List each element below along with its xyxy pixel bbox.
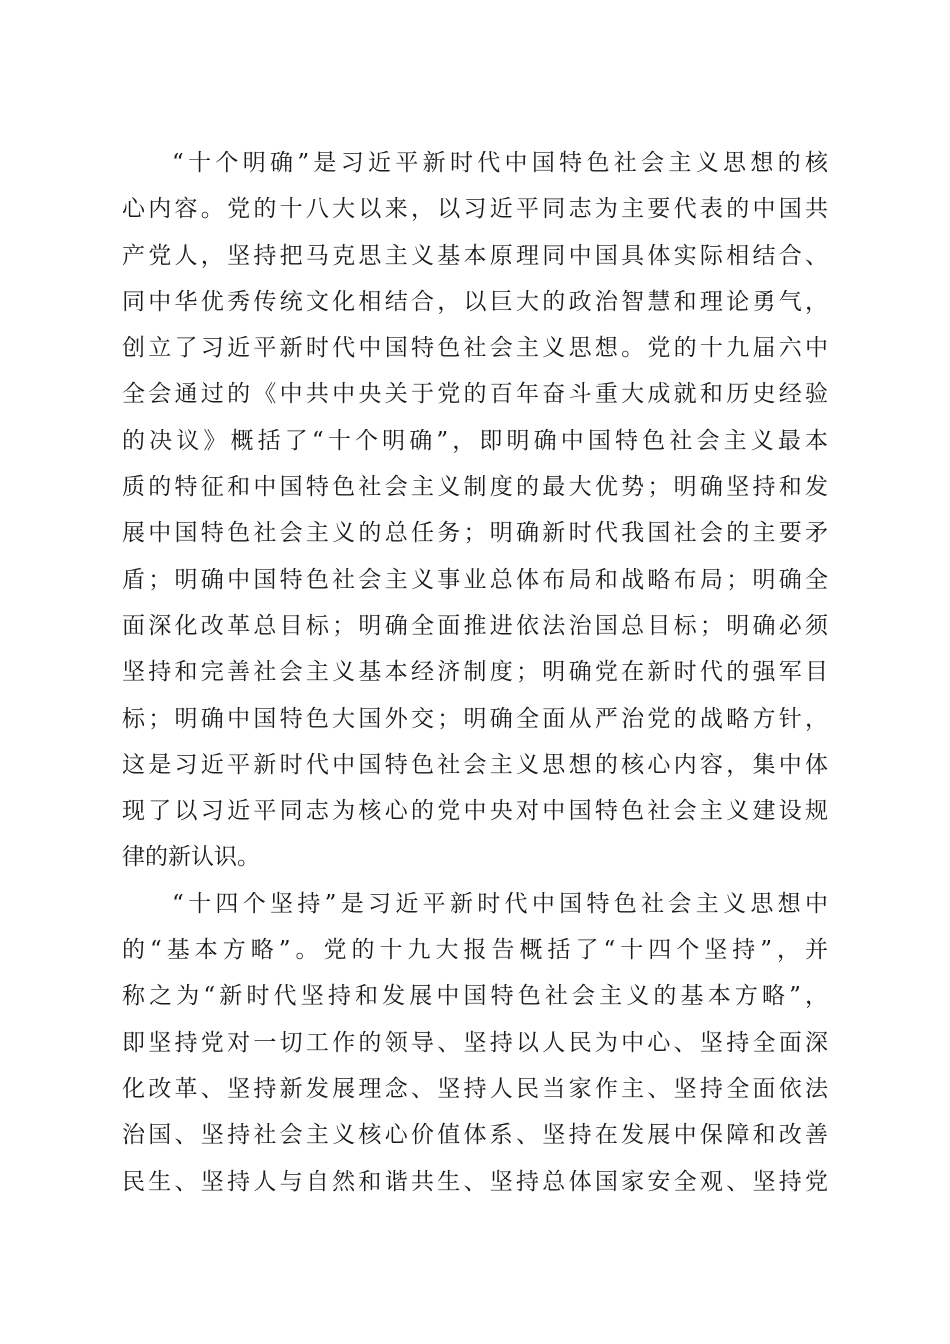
text-line: 民生、坚持人与自然和谐共生、坚持总体国家安全观、坚持党 [122, 1168, 828, 1195]
text-line: 展中国特色社会主义的总任务；明确新时代我国社会的主要矛 [122, 520, 828, 547]
text-line: 化改革、坚持新发展理念、坚持人民当家作主、坚持全面依法 [122, 1075, 828, 1102]
paragraph-fourteen-adherences [122, 881, 828, 1205]
text-line: 治国、坚持社会主义核心价值体系、坚持在发展中保障和改善 [122, 1122, 828, 1149]
text-line: 律的新认识。 [122, 844, 260, 871]
text-line: 称之为“新时代坚持和发展中国特色社会主义的基本方略”， [122, 983, 828, 1010]
text-line: 的决议》概括了“十个明确”，即明确中国特色社会主义最本 [122, 427, 828, 454]
text-line: 全会通过的《中共中央关于党的百年奋斗重大成就和历史经验 [122, 381, 828, 408]
body-text [122, 140, 828, 1205]
text-line: 现了以习近平同志为核心的党中央对中国特色社会主义建设规 [122, 798, 828, 825]
text-line: 面深化改革总目标；明确全面推进依法治国总目标；明确必须 [122, 612, 828, 639]
text-line: 的“基本方略”。党的十九大报告概括了“十四个坚持”，并 [122, 937, 828, 964]
text-line: “十个明确”是习近平新时代中国特色社会主义思想的核 [172, 150, 828, 176]
text-line: 创立了习近平新时代中国特色社会主义思想。党的十九届六中 [122, 335, 828, 362]
text-line: “十四个坚持”是习近平新时代中国特色社会主义思想中 [172, 890, 828, 917]
text-line: 产党人，坚持把马克思主义基本原理同中国具体实际相结合、 [122, 242, 828, 269]
text-line: 同中华优秀传统文化相结合，以巨大的政治智慧和理论勇气， [122, 288, 828, 315]
text-line: 盾；明确中国特色社会主义事业总体布局和战略布局；明确全 [122, 566, 828, 593]
text-line: 标；明确中国特色大国外交；明确全面从严治党的战略方针， [122, 705, 828, 732]
text-line: 心内容。党的十八大以来，以习近平同志为主要代表的中国共 [122, 196, 828, 223]
text-line: 这是习近平新时代中国特色社会主义思想的核心内容，集中体 [122, 751, 828, 778]
text-line: 质的特征和中国特色社会主义制度的最大优势；明确坚持和发 [122, 474, 828, 501]
paragraph-ten-clarifications [122, 140, 828, 881]
text-line: 坚持和完善社会主义基本经济制度；明确党在新时代的强军目 [122, 659, 828, 686]
text-line: 即坚持党对一切工作的领导、坚持以人民为中心、坚持全面深 [122, 1029, 828, 1056]
